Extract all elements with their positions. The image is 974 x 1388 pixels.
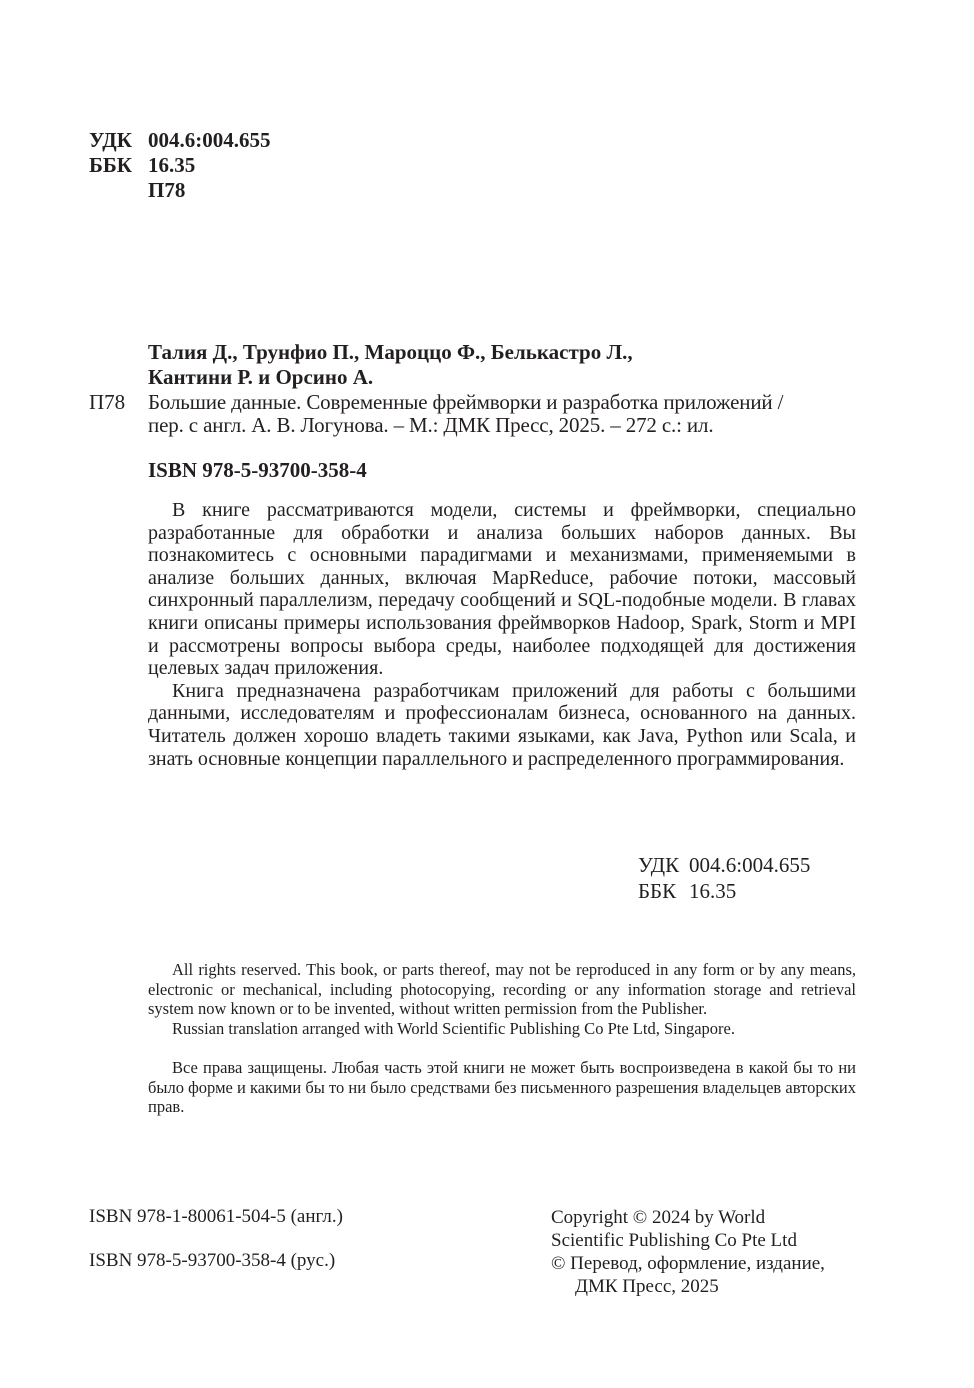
bbk-value: 16.35: [148, 153, 196, 177]
bbk-label-bottom: ББК: [638, 879, 677, 903]
bbk-value-bottom: 16.35: [689, 879, 737, 903]
title-line-2: пер. с англ. А. В. Логунова. – М.: ДМК Пресс, 2025. – 272 с.: ил.: [148, 413, 714, 437]
isbn-russian: ISBN 978-5-93700-358-4 (рус.): [89, 1250, 336, 1271]
udk-row: [89, 128, 271, 153]
bibliographic-description: [148, 391, 868, 437]
annotation-paragraph-2: Книга предназначена разработчикам приложений для работы с большими данными, исследователям и профессионалам бизнеса, основанного на данных. Читатель должен хорошо владеть такими языками, как Java, Python или Scala, и знать основные концепции параллельного и распределенного программирования.: [148, 679, 856, 770]
translation-line-2: ДМК Пресс, 2025: [575, 1276, 719, 1297]
annotation: [148, 499, 856, 770]
isbn-list: [89, 1206, 343, 1294]
isbn-english: ISBN 978-1-80061-504-5 (англ.): [89, 1206, 343, 1227]
classification-block-bottom: [638, 852, 810, 904]
rights-russian-paragraph: Все права защищены. Любая часть этой книги не может быть воспроизведена в какой бы то ни было форме и какими бы то ни было средствами без письменного разрешения владельцев авторских прав.: [148, 1058, 856, 1117]
rights-english: [148, 960, 856, 1039]
bbk-label: ББК: [89, 153, 132, 177]
udk-row-bottom: [638, 852, 810, 878]
rights-english-paragraph-1: All rights reserved. This book, or parts thereof, may not be reproduced in any form or by any means, electronic or mechanical, including photocopying, recording or any information storage and retrieval system now known or to be invented, without written permission from the Publisher.: [148, 960, 856, 1019]
bbk-row: [89, 153, 271, 178]
author-code-row: [89, 178, 271, 203]
udk-label: УДК: [89, 128, 132, 152]
annotation-paragraph-1: В книге рассматриваются модели, системы и фреймворки, специально разработанные для обработки и анализа больших наборов данных. Вы познакомитесь с основными парадигмами и механизмами, применяемыми в анализе больших данных, включая MapReduce, рабочие потоки, массовый синхронный параллелизм, передачу сообщений и SQL-подобные модели. В главах книги описаны примеры использования фреймворков Hadoop, Spark, Storm и MPI и рассмотрены вопросы выбора среды, наиболее подходящей для достижения целевых задач приложения.: [148, 499, 856, 680]
author-code: П78: [148, 178, 186, 202]
title-line-1: Большие данные. Современные фреймворки и разработка приложений /: [148, 390, 784, 414]
rights-english-paragraph-2: Russian translation arranged with World Scientific Publishing Co Pte Ltd, Singapore.: [172, 1019, 735, 1039]
copyright-block: [551, 1206, 871, 1298]
translation-line-1: © Перевод, оформление, издание,: [551, 1253, 825, 1274]
copyright-line-2: Scientific Publishing Co Pte Ltd: [551, 1230, 797, 1251]
copyright-line-1: Copyright © 2024 by World: [551, 1207, 766, 1228]
authors: [148, 340, 868, 390]
classification-block-top: [89, 128, 271, 203]
udk-value-bottom: 004.6:004.655: [689, 853, 811, 877]
isbn-main: ISBN 978-5-93700-358-4: [148, 458, 367, 482]
bibliographic-code: П78: [89, 390, 126, 414]
udk-value: 004.6:004.655: [148, 128, 271, 152]
authors-line-2: Кантини Р. и Орсино А.: [148, 365, 374, 389]
udk-label-bottom: УДК: [638, 853, 680, 877]
bbk-row-bottom: [638, 878, 810, 904]
rights-russian: [148, 1058, 856, 1117]
authors-line-1: Талия Д., Трунфио П., Мароццо Ф., Белькастро Л.,: [148, 340, 633, 364]
